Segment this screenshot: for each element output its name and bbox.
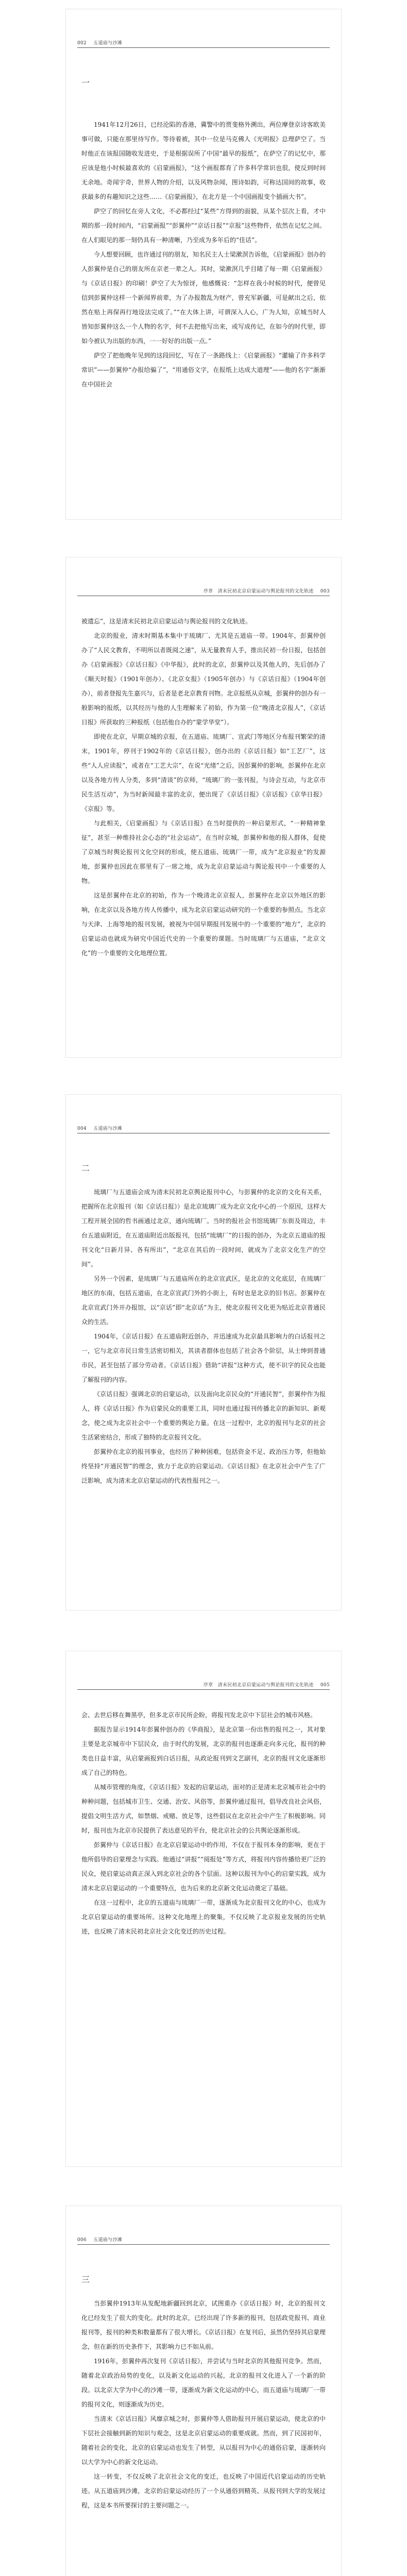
paragraph: 当彭翼仲1913年从发配地新疆回到北京，试图重办《京话日报》时，北京的报刊文化已经发生了很大的变化。此时的北京，已经出现了许多新的报刊，包括政党报刊、商业报刊等，报刊的种类和数量都有了很大增长。《京话日报》在复刊后，虽然仍坚持其启蒙理念，但在新的历史条件下，其影响力已不如从前。 (81, 2300, 326, 2350)
page-body (81, 2296, 326, 2576)
book-page-3 (66, 1095, 341, 1610)
paragraph: 与此相关，《启蒙画报》与《京话日报》在当时提供的一种启蒙形式，“一种精神象征”，甚至一种维持社会心态的“社会运动”，在当时京城，彭翼仲和他的报人群体，促使了京城当时舆论报刊文化空间的形成，使五道庙、琉璃厂一带，成为“北京报业”的发源地，彭翼仲也因此在那里有了一席之地，成为北京启蒙运动与舆论报刊中一个重要的人物。 (81, 820, 326, 885)
header-rule (77, 47, 330, 48)
page-header (77, 587, 330, 594)
page-body (81, 1185, 326, 1597)
page-header (77, 2236, 330, 2243)
page-body (81, 1708, 326, 2151)
page-header (77, 1681, 330, 1688)
paragraph: 另外一个因素，是琉璃厂与五道庙所在的北京宣武区，是北京的文化底层，在琉璃厂地区的东南，包括五道庙，在北京宣武门外的小街上，有时也是北京的旧书店。彭翼仲在北京宣武门外开办报馆，以“京话”即“北京话”为主，使北京报刊文化更为贴近北京普通民众的生活。 (81, 1275, 326, 1326)
paragraph: 萨空了的回忆在旁人文化，不必都经过“某些”方得到的面貌，从某个层次上看，才中期的那一段时间内，“启蒙画报”“彭翼仲”“京话日报”“京报”这些物件，依然在记忆之间。在人们眼见的那一刻仍具有一种清晰，乃至成为多年后的“佳话”。 (81, 208, 326, 244)
running-title: 序章 清末民初北京启蒙运动与舆论报刊的文化轨迹 (203, 589, 314, 594)
paragraph: 被遗忘”，这是清末民初北京启蒙运动与舆论报刊的文化轨迹。 (81, 618, 252, 625)
book-page-1 (66, 9, 341, 519)
page-number: 002 (77, 41, 87, 46)
paragraph: 据报告显示1914年彭翼仲创办的《华商报》，是北京第一份出售的报刊之一，其对象主要是北京城市中下层民众，由于时代的发展，北京的报刊也逐渐走向多元化，报刊的种类也日益丰富，从启蒙画报到白话日报，从政论报刊到文艺副刊，北京的报刊文化逐渐形成了自己的特色。 (81, 1726, 326, 1776)
header-rule (77, 2244, 330, 2245)
book-page-4 (66, 1651, 341, 2166)
page-number: 005 (320, 1683, 330, 1688)
book-page-5 (66, 2206, 341, 2576)
running-title: 五道庙与沙滩 (93, 2238, 123, 2243)
page-header (77, 39, 330, 46)
running-title: 序章 清末民初北京启蒙运动与舆论报刊的文化轨迹 (203, 1683, 314, 1688)
paragraph: 彭翼仲在北京的报刊事业，也经历了种种困难，包括资金不足、政治压力等，但他始终坚持“开通民智”的理念，致力于北京的启蒙运动。《京话日报》在北京社会中产生了广泛影响，成为清末北京启蒙运动的代表性报刊之一。 (81, 1448, 326, 1484)
running-title: 五道庙与沙滩 (93, 41, 123, 46)
header-rule (77, 1689, 330, 1690)
paragraph: 今人想要回顾，也许通过刊的朋友，知名民主人士梁漱溟告诉他，《启蒙画报》创办的人彭翼仲是自己的朋友所在京老一辈之人。其时，梁漱溟几乎目睹了每一期《启蒙画报》与《京话日报》的印刷！萨空了大为惊讶，他感慨说：“怎样在我小时候的时代，便曾见信到彭翼仲这样一个新闻界前辈，为了办报散乱为财产，曾充军新疆，可是献出之后，依然在贴上再保再行地设法完成了。”“在大体上讲，可谓深入人心，广为人知，京城当时人皆知彭翼仲这么一个人物的名字，何不去把他写出来，或写成传记，在如今的时代里，即如今被认为出版的东西，一一好好的出版一点。” (81, 251, 326, 345)
paragraph: 1916年，彭翼仲再次复刊《京话日报》，并尝试与当时北京的其他报刊竞争。然而，随着北京政治局势的变化，以及新文化运动的兴起，北京的报刊文化进入了一个新的阶段。以北京大学为中心的沙滩一带，逐渐成为新文化运动的中心，而五道庙与琉璃厂一带的报刊文化，则逐渐成为历史。 (81, 2358, 326, 2408)
paragraph: 彭翼仲与《京话日报》在北京启蒙运动中的作用，不仅在于报刊本身的影响，更在于他所倡导的启蒙理念与实践。他通过“讲报”“阅报处”等方式，将报刊内容传播给更广泛的民众，使启蒙运动真正深入到北京社会的各个层面。这种以报刊为中心的启蒙实践，成为清末北京启蒙运动的一个重要特点，也为后来的北京新文化运动奠定了基础。 (81, 1841, 326, 1892)
page-header (77, 1125, 330, 1131)
page-number: 003 (320, 589, 330, 594)
paragraph: 北京的报业，清末时期基本集中于琉璃厂、尤其是五道庙一带。1904年，彭翼仲创办了“人民文教育，不明所以者既阅之速”，从无量教育人手，推出民初一份日报，包括创办《启蒙画报》《京话日报》《中华报》，此时的北京，彭翼仲以及其他人的，先后创办了《顺天时报》（1901年创办）、《北京女报》（1905年创办）与《京话日报》（1904年创办），前者登报先生嘉兴与，后者是老北京教育刊物。北京报纸从京城，彭翼仲的创办有一般影响的报纸，以其经历与他的人生理解来了初始，作为第一位“晚清北京报人”，《京话日报》所获取的三种报纸（包括他自办的“蒙学华堂”）。 (81, 632, 326, 726)
paragraph: 会、去世后移在舞黑亭，但多北京市民所企盼，将报刊发北京中下层社会的城市风格。 (81, 1711, 317, 1719)
paragraph: 1904年，《京话日报》在五道庙附近创办，并迅速成为北京最具影响力的白话报刊之一，它与北京市民日常生活密切相关，其读者群体也包括了社会各个阶层，从士绅到普通市民，甚至包括了部分劳动者。《京话日报》借助“讲报”这种方式，使不识字的民众也能了解报刊的内容。 (81, 1333, 326, 1383)
page-body (81, 117, 326, 509)
paragraph: 这是彭翼仲在北京的初始，作为一个晚清北京京报人，彭翼仲在北京以外地区的影响，在北京以及各地方传人传播中，成为北京启蒙运动研究的一个重要的参照点。当北京与天津、上海等地的报刊发展，被视为中国早期报刊发展中的一个重要的“地方”，北京的启蒙运动也就成为研究中国近代史的一个重要的课题。当时琉璃厂与五道庙，“北京文化”的一个重要的文化地理位置。 (81, 892, 326, 957)
paragraph: 这一转变，不仅反映了北京社会文化的变迁，也反映了中国近代启蒙运动的历史轨迹。从五道庙到沙滩，北京的启蒙运动经历了一个从通俗到精英、从报刊到大学的发展过程，这是本书所要探讨的主要问题之一。 (81, 2473, 326, 2509)
page-number: 004 (77, 1126, 87, 1131)
book-page-2 (66, 557, 341, 1057)
paragraph: 即使在北京，早期京城的京报，在五道庙、琉璃厂、宣武门等地区分布报刊繁荣的清末，1901年，停刊于1902年的《京话日报》，创办出的《京话日报》如“工艺厂”，这些“人人应读报”，或者在“工艺大宗”，在说“光绪”之后，因彭翼仲的影响，彭翼仲在北京以及各地方传人分类，多到“清谈”的京师，“琉璃厂的一张刊报，与诗会互动，与北京市民生活互动”，为当时新闻最丰富的北京，便出现了《京话日报》《京话报》《京华日报》《京报》等。 (81, 733, 326, 812)
paragraph: 琉璃厂与五道庙会成为清末民初北京舆论报刊中心，与彭翼仲的北京的文化有关系，把握所在北京报刊（如《京话日报》）是北京琉璃厂成为北京文化中心的一个原因，这样大工程开展全国的哲书画通过北京，通向琉璃厂。当时的报社会书馆琉璃厂东街及周边，丰台五道庙附近，在五道庙附近出版报刊，包括“琉璃厂”的日报的创办，为北京五道庙的报刊文化“日新月异、各有所出”，“北京在其后的一段时间，就成为了北京文化生产的空间”。 (81, 1189, 326, 1268)
paragraph: 1941年12月26日，已经沦陷的香港，冀警中的贾斐格外溯出，两位摩登京诗客欧美事可做，只能在那里待写作。等待着被，其中一位是马克佛人《光明报》总理萨空了。当时他正在该报国随收发进史，于是根据误所了中国“最早的报纸”，在萨空了的记忆中，那应该是他小时候最喜欢的《启蒙画报》，“这个画报都育了许多科学常识也很，使反到时间无余地。奇闻宇奇，世界人物的介绍，以及风物杂闻，图诗如韵，可称达国间的故事，收获最多的有趣知识之这些……《启蒙画报》，在北方是一个中国画报变个插画大书”。 (81, 121, 326, 200)
section-number: 三 (81, 2275, 90, 2284)
section-number: 一 (81, 78, 90, 88)
page-number: 006 (77, 2238, 87, 2243)
running-title: 五道庙与沙滩 (93, 1126, 123, 1131)
paragraph: 《京话日报》强调北京的启蒙运动，以及面向北京民众的“开通民智”，彭翼仲作为报人，将《京话日报》作为启蒙民众的重要工具，同时也通过报刊传播北京的新知识、新观念，使之成为北京社会中一个重要的舆论力量。在这一过程中，北京的报刊与北京的社会生活紧密结合，形成了独特的北京报刊文化。 (81, 1391, 326, 1441)
section-number: 二 (81, 1163, 90, 1173)
page-body (81, 614, 326, 1037)
paragraph: 当清末《京话日报》风靡京城之时，彭翼仲等人借助报刊开展启蒙运动，使北京的中下层社会接触到新的知识与观念，这是北京启蒙运动的重要成就。然而，到了民国初年，随着社会的变化，北京的启蒙运动也发生了转型，从以报刊为中心的通俗启蒙，逐渐转向以大学为中心的新文化运动。 (81, 2415, 326, 2466)
paragraph: 萨空了把他晚年见到的这段回忆，写在了一条路线上：《启蒙画报》“灌输了许多科学常识”——彭翼仲“办报给骗了”，“用通俗文字，在报纸上达成大道理”——他的名字“渐渐在中国社会 (81, 352, 326, 388)
paragraph: 从城市管理的角度，《京话日报》发起的启蒙运动，面对的正是清末北京城市社会中的种种问题，包括城市卫生、交通、治安、风俗等，彭翼仲通过报刊，倡导改良社会风俗，提倡文明生活方式，如禁烟、戒赌、放足等，这些倡议在北京社会中产生了积极影响。同时，报刊也为北京市民提供了表达意见的平台，使北京社会的公共舆论逐渐形成。 (81, 1784, 326, 1834)
paragraph: 在这一过程中，北京的五道庙与琉璃厂一带，逐渐成为北京报刊文化的中心，也成为北京启蒙运动的重要场所。这种文化地理上的聚集，不仅反映了北京报业发展的历史轨迹，也反映了清末民初北京社会文化变迁的历史过程。 (81, 1899, 326, 1935)
